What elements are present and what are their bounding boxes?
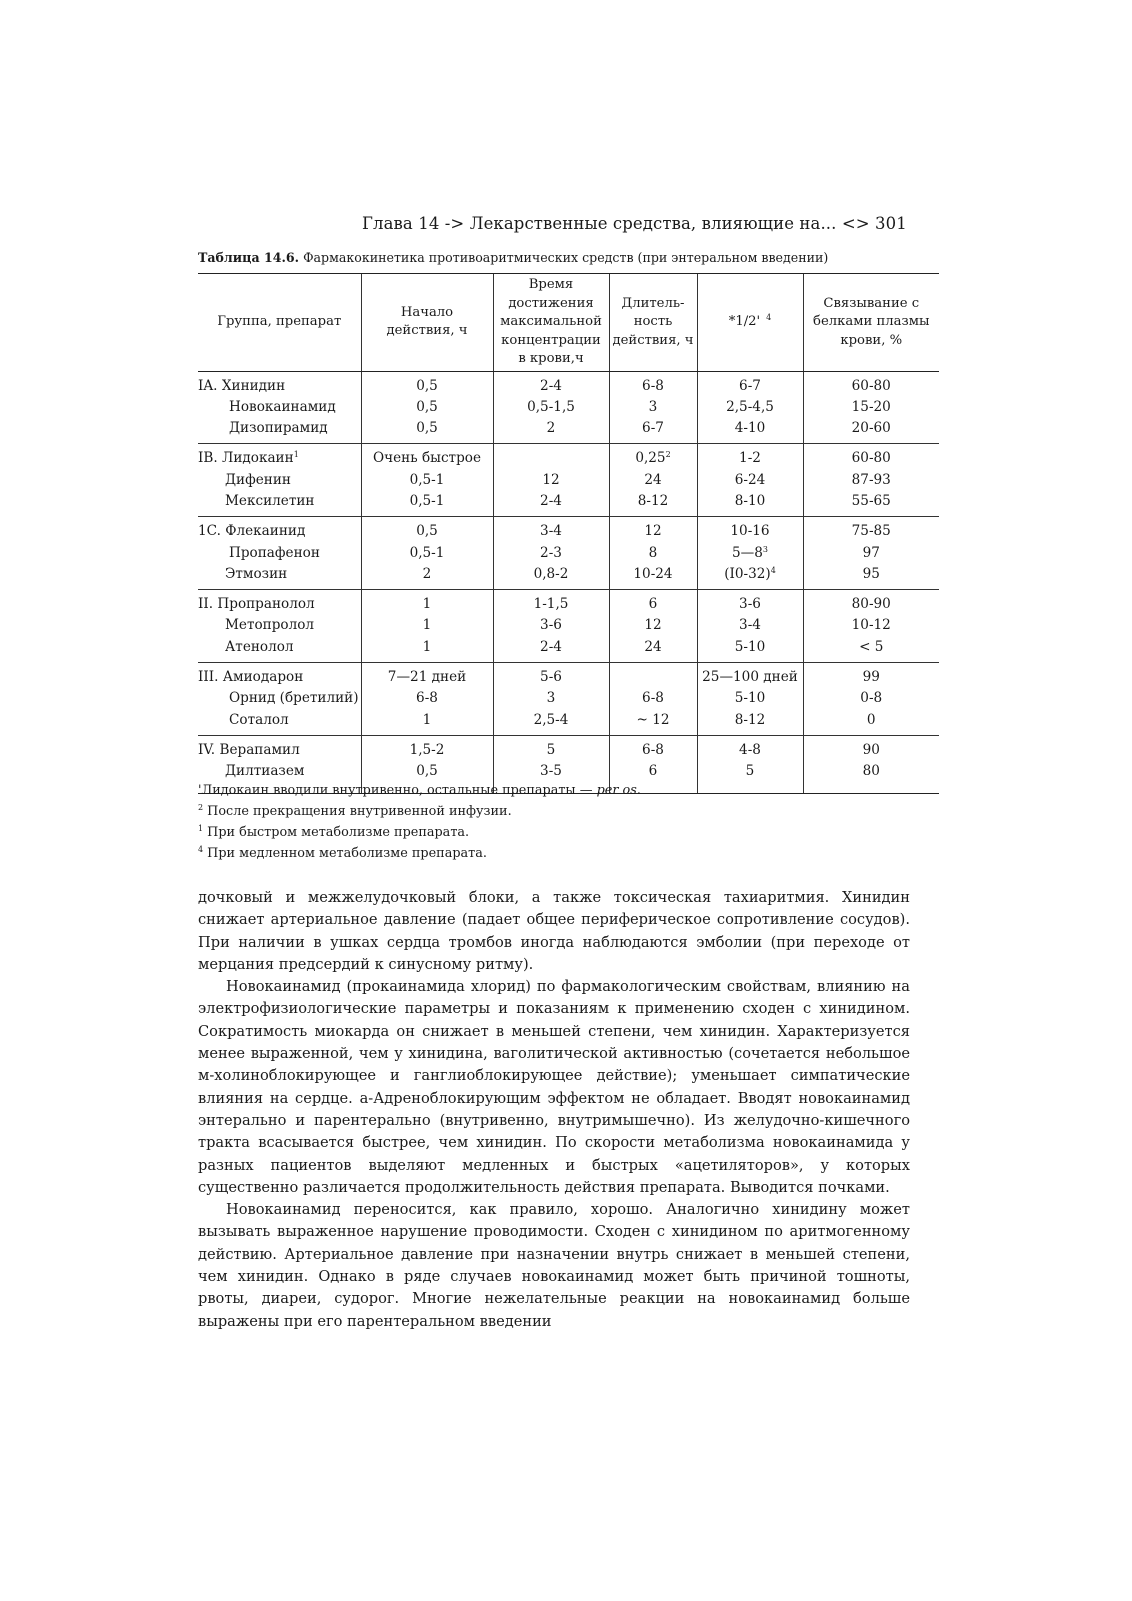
drug-name: Атенолол [225, 638, 294, 655]
half-life-symbol: *1/2' [728, 314, 761, 329]
drug-name: Орнид (бретилий) [229, 690, 359, 707]
drug-name: III. Амиодарон [198, 663, 361, 689]
running-head: Глава 14 -> Лекарственные средства, влияющие на... <> 301 [362, 214, 907, 233]
table-row [198, 491, 939, 517]
binding-cell: 75-85 [803, 517, 939, 543]
half-life-cell: 10-16 [697, 517, 803, 543]
binding-cell: 60-80 [803, 371, 939, 397]
footnote-mark: 1 [198, 824, 204, 833]
half-life-cell: 5-10 [697, 637, 803, 663]
drug-name: Мексилетин [225, 492, 315, 509]
half-life-cell: 8-12 [697, 710, 803, 736]
tmax-cell: 2-4 [493, 491, 609, 517]
half-life-cell [697, 543, 803, 564]
tmax-cell [493, 444, 609, 470]
binding-cell: 10-12 [803, 615, 939, 636]
drug-name-text: IB. Лидокаин [198, 450, 294, 467]
col-header-half-life [697, 274, 803, 372]
drug-name: II. Пропранолол [198, 590, 361, 616]
half-life-text: 5—8 [732, 544, 763, 561]
onset-cell: 0,5-1 [361, 470, 493, 491]
tmax-cell: 3-5 [493, 761, 609, 793]
drug-name: Дилтиазем [198, 761, 361, 793]
duration-cell: 8-12 [609, 491, 697, 517]
tmax-cell: 3-4 [493, 517, 609, 543]
half-life-cell: 5-10 [697, 688, 803, 709]
tmax-cell: 0,5-1,5 [493, 397, 609, 418]
footnote-3 [198, 822, 641, 843]
half-life-text: (I0-32) [724, 565, 771, 582]
half-life-cell: 4-8 [697, 735, 803, 761]
onset-cell: 6-8 [361, 688, 493, 709]
table-row [198, 663, 939, 689]
onset-cell: Очень быстрое [361, 444, 493, 470]
half-life-cell: 5 [697, 761, 803, 793]
table-row [198, 735, 939, 761]
drug-name: Метопролол [225, 617, 315, 634]
half-life-cell: 3-6 [697, 590, 803, 616]
table-header-row [198, 274, 939, 372]
footnote-1 [198, 780, 641, 801]
footnote-italic: per os. [596, 783, 641, 798]
half-life-cell: 25—100 дней [697, 663, 803, 689]
duration-cell: 12 [609, 615, 697, 636]
duration-cell: 6-8 [609, 371, 697, 397]
onset-cell: 0,5 [361, 761, 493, 793]
duration-cell: 24 [609, 470, 697, 491]
binding-cell: 20-60 [803, 418, 939, 444]
tmax-cell: 2 [493, 418, 609, 444]
drug-name: Этмозин [225, 565, 288, 582]
half-life-cell: 4-10 [697, 418, 803, 444]
half-life-cell: 1-2 [697, 444, 803, 470]
drug-name: Новокаинамид [229, 398, 336, 415]
tmax-cell: 12 [493, 470, 609, 491]
half-life-cell: 3-4 [697, 615, 803, 636]
tmax-cell: 2-4 [493, 637, 609, 663]
duration-text: 0,25 [635, 450, 666, 467]
table-title: Фармакокинетика противоаритмических средств (при энтеральном введении) [299, 250, 829, 265]
drug-name: IA. Хинидин [198, 371, 361, 397]
tmax-cell: 3 [493, 688, 609, 709]
col-header-tmax: Время достижения максимальной концентрации в крови,ч [493, 274, 609, 372]
drug-name: Пропафенон [229, 544, 320, 561]
table-row [198, 710, 939, 736]
onset-cell: 0,5 [361, 517, 493, 543]
onset-cell: 1 [361, 637, 493, 663]
drug-name: Соталол [229, 711, 289, 728]
binding-cell: 99 [803, 663, 939, 689]
footnote-text: После прекращения внутривенной инфузии. [203, 804, 512, 819]
tmax-cell: 2-4 [493, 371, 609, 397]
tmax-cell: 5-6 [493, 663, 609, 689]
tmax-cell: 2-3 [493, 543, 609, 564]
table-row [198, 418, 939, 444]
footnote-mark: 3 [762, 544, 768, 554]
duration-cell: 6 [609, 761, 697, 793]
table-row [198, 564, 939, 590]
footnote-text: 'Лидокаин вводили внутривенно, остальные препараты — [198, 783, 597, 798]
half-life-cell: 6-7 [697, 371, 803, 397]
half-life-cell [697, 564, 803, 590]
table-row [198, 615, 939, 636]
duration-cell: 8 [609, 543, 697, 564]
binding-cell: 15-20 [803, 397, 939, 418]
duration-cell [609, 444, 697, 470]
footnote-4 [198, 843, 641, 864]
binding-cell: 0 [803, 710, 939, 736]
drug-name: Дизопирамид [229, 420, 328, 437]
duration-cell: 6-8 [609, 735, 697, 761]
drug-name: 1C. Флекаинид [198, 517, 361, 543]
table-row [198, 688, 939, 709]
table-row [198, 517, 939, 543]
duration-cell: 6-7 [609, 418, 697, 444]
paragraph: Новокаинамид (прокаинамида хлорид) по фармакологическим свойствам, влиянию на электрофизиологические параметры и показаниям к применению сходен с хинидином. Сократимость миокарда он снижает в меньшей степени, чем хинидин. Характеризуется менее выраженной, чем у хинидина, ваголитической активностью (сочетается небольшое м-холиноблокирующее и ганглиоблокирующее действие); уменьшает симпатические влияния на сердце. а-Адреноблокирующим эффектом не обладает. Вводят новокаинамид энтерально и парентерально (внутривенно, внутримышечно). Из желудочно-кишечного тракта всасывается быстрее, чем хинидин. По скорости метаболизма новокаинамида у разных пациентов выделяют медленных и быстрых «ацетиляторов», у которых существенно различается продолжительность действия препарата. Выводится почками. [198, 978, 910, 1196]
table-caption [198, 250, 828, 265]
drug-name: Дифенин [225, 471, 291, 488]
binding-cell: 90 [803, 735, 939, 761]
pharmacokinetics-table [198, 273, 939, 794]
binding-cell: 0-8 [803, 688, 939, 709]
table-row [198, 543, 939, 564]
table-row [198, 397, 939, 418]
onset-cell: 1,5-2 [361, 735, 493, 761]
binding-cell: 60-80 [803, 444, 939, 470]
footnote-2 [198, 801, 641, 822]
col-header-duration: Длитель-ность действия, ч [609, 274, 697, 372]
body-text [198, 887, 910, 1333]
footnote-text: При медленном метаболизме препарата. [203, 846, 487, 861]
onset-cell: 1 [361, 615, 493, 636]
tmax-cell: 5 [493, 735, 609, 761]
onset-cell: 1 [361, 590, 493, 616]
onset-cell: 0,5 [361, 418, 493, 444]
tmax-cell: 0,8-2 [493, 564, 609, 590]
table-row [198, 470, 939, 491]
binding-cell: 80 [803, 761, 939, 793]
duration-cell: ~ 12 [609, 710, 697, 736]
tmax-cell: 2,5-4 [493, 710, 609, 736]
tmax-cell: 3-6 [493, 615, 609, 636]
onset-cell: 2 [361, 564, 493, 590]
duration-cell: 12 [609, 517, 697, 543]
col-header-drug: Группа, препарат [198, 274, 361, 372]
onset-cell: 0,5-1 [361, 543, 493, 564]
duration-cell: 10-24 [609, 564, 697, 590]
duration-cell [609, 663, 697, 689]
onset-cell: 0,5-1 [361, 491, 493, 517]
footnote-mark: 2 [665, 450, 671, 460]
paragraph: дочковый и межжелудочковый блоки, а также токсическая тахиаритмия. Хинидин снижает артериальное давление (падает общее периферическое сопротивление сосудов). При наличии в ушках сердца тромбов иногда наблюдаются эмболии (при переходе от мерцания предсердий к синусному ритму). [198, 889, 910, 973]
footnote-mark: 2 [198, 803, 204, 812]
drug-name [198, 444, 361, 470]
binding-cell: 55-65 [803, 491, 939, 517]
footnote-mark: 1 [293, 450, 299, 460]
half-life-cell: 2,5-4,5 [697, 397, 803, 418]
col-header-protein-binding: Связывание с белками плазмы крови, % [803, 274, 939, 372]
table-footnotes [198, 780, 641, 864]
onset-cell: 0,5 [361, 371, 493, 397]
duration-cell: 24 [609, 637, 697, 663]
onset-cell: 1 [361, 710, 493, 736]
binding-cell: 80-90 [803, 590, 939, 616]
footnote-text: При быстром метаболизме препарата. [203, 825, 470, 840]
duration-cell: 6-8 [609, 688, 697, 709]
onset-cell: 7—21 дней [361, 663, 493, 689]
half-life-sup: 4 [766, 313, 772, 322]
table-row [198, 444, 939, 470]
half-life-cell: 6-24 [697, 470, 803, 491]
binding-cell: 87-93 [803, 470, 939, 491]
table-row [198, 637, 939, 663]
tmax-cell: 1-1,5 [493, 590, 609, 616]
table-row [198, 590, 939, 616]
drug-name: IV. Верапамил [198, 735, 361, 761]
paragraph: Новокаинамид переносится, как правило, хорошо. Аналогично хинидину может вызывать выраженное нарушение проводимости. Сходен с хинидином по аритмогенному действию. Артериальное давление при назначении внутрь снижает в меньшей степени, чем хинидин. Однако в ряде случаев новокаинамид может быть причиной тошноты, рвоты, диареи, судорог. Многие нежелательные реакции на новокаинамид больше выражены при его парентеральном введении [198, 1201, 910, 1330]
half-life-cell: 8-10 [697, 491, 803, 517]
duration-cell: 3 [609, 397, 697, 418]
footnote-mark: 4 [198, 845, 204, 854]
onset-cell: 0,5 [361, 397, 493, 418]
binding-cell: 95 [803, 564, 939, 590]
table-number: Таблица 14.6. [198, 250, 300, 265]
binding-cell: 97 [803, 543, 939, 564]
table-row [198, 371, 939, 397]
footnote-mark: 4 [770, 565, 776, 575]
binding-cell: < 5 [803, 637, 939, 663]
duration-cell: 6 [609, 590, 697, 616]
col-header-onset: Начало действия, ч [361, 274, 493, 372]
